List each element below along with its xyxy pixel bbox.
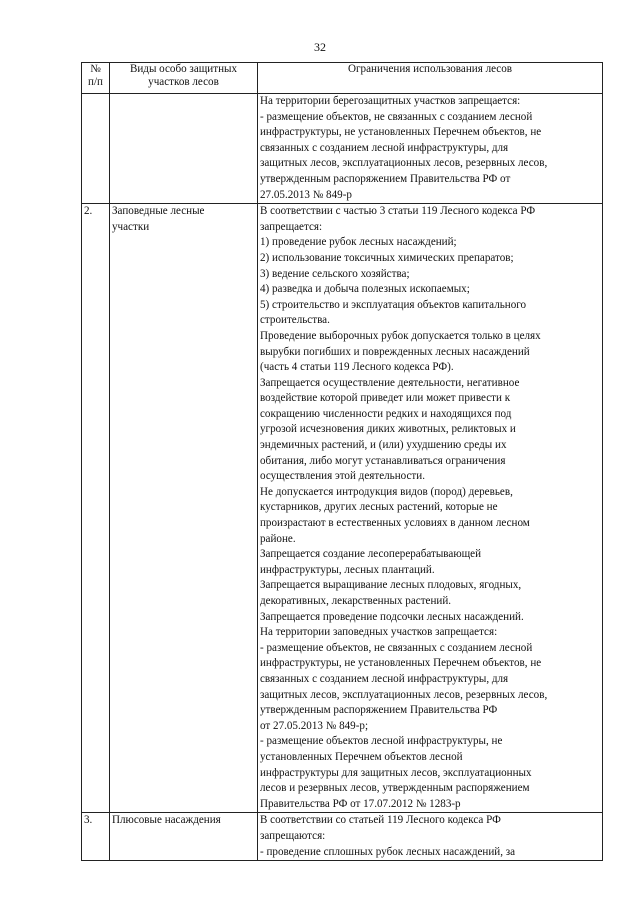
protective-area-type (110, 204, 258, 813)
restriction-line: защитных лесов, эксплуатационных лесов, резервных лесов, (260, 157, 548, 170)
table-row (82, 813, 603, 861)
restriction-line: Запрещается осуществление деятельности, негативное (260, 376, 520, 389)
area-type-line: участки (112, 220, 150, 233)
restriction-line: 5) строительство и эксплуатация объектов капитального (260, 298, 527, 311)
restriction-line: осуществления этой деятельности. (260, 470, 425, 483)
row-number: 2. (82, 204, 110, 813)
restriction-line: запрещаются: (260, 829, 326, 842)
restriction-line: В соответствии со статьей 119 Лесного кодекса РФ (260, 814, 501, 827)
restriction-line: районе. (260, 532, 296, 545)
restriction-line: Не допускается интродукция видов (пород) деревьев, (260, 485, 513, 498)
restriction-line: запрещается: (260, 220, 323, 233)
restriction-line: инфраструктуры, лесных плантаций. (260, 563, 435, 576)
restriction-line: инфраструктуры, не установленных Перечнем объектов, не (260, 657, 542, 670)
area-type-line: Плюсовые насаждения (112, 814, 221, 827)
restriction-line: эндемичных растений, и (или) ухудшению среды их (260, 439, 507, 452)
restriction-line: Запрещается выращивание лесных плодовых, ягодных, (260, 579, 522, 592)
restriction-line: утвержденным распоряжением Правительства РФ от (260, 172, 511, 185)
protective-area-type (110, 813, 258, 861)
restriction-line: Запрещается создание лесоперерабатывающей (260, 548, 482, 561)
restriction-line: Запрещается проведение подсочки лесных насаждений. (260, 610, 524, 623)
restriction-line: - проведение сплошных рубок лесных насаждений, за (260, 845, 516, 858)
restriction-line: 27.05.2013 № 849-р (260, 188, 352, 201)
header-number: № п/п (82, 63, 110, 94)
page-number: 32 (314, 40, 326, 54)
restriction-line: утвержденным распоряжением Правительства РФ (260, 704, 498, 717)
restriction-line: 4) разведка и добыча полезных ископаемых; (260, 283, 470, 296)
restriction-line: В соответствии с частью 3 статьи 119 Лесного кодекса РФ (260, 205, 536, 218)
restriction-line: Проведение выборочных рубок допускается только в целях (260, 329, 541, 342)
restriction-line: декоративных, лекарственных растений. (260, 595, 452, 607)
table-row (82, 204, 603, 813)
header-restrictions: Ограничения использования лесов (258, 63, 603, 94)
restriction-line: вырубки погибших и поврежденных лесных насаждений (260, 345, 530, 358)
restriction-line: обитания, либо могут устанавливаться ограничения (260, 454, 506, 467)
restriction-line: - размещение объектов, не связанных с созданием лесной (260, 110, 533, 123)
restrictions-table (81, 62, 603, 861)
area-type-line: Заповедные лесные (112, 205, 205, 218)
restriction-line: инфраструктуры для защитных лесов, эксплуатационных (260, 766, 532, 779)
restriction-line: (часть 4 статьи 119 Лесного кодекса РФ). (260, 361, 454, 374)
restriction-line: связанных с созданием лесной инфраструктуры, для (260, 141, 509, 154)
restriction-line: На территории берегозащитных участков запрещается: (260, 95, 521, 107)
restriction-line: кустарников, других лесных растений, которые не (260, 501, 498, 514)
restriction-line: 3) ведение сельского хозяйства; (260, 267, 410, 280)
restriction-line: угрозой исчезновения диких животных, реликтовых и (260, 423, 516, 436)
restriction-line: защитных лесов, эксплуатационных лесов, резервных лесов, (260, 688, 548, 701)
table-row (82, 94, 603, 204)
restriction-line: от 27.05.2013 № 849-р; (260, 719, 369, 732)
header-protective-types: Виды особо защитных участков лесов (110, 63, 258, 94)
restriction-line: строительства. (260, 314, 330, 327)
table-header-row (82, 63, 603, 94)
restriction-line: инфраструктуры, не установленных Перечнем объектов, не (260, 126, 542, 139)
restriction-line: воздействие которой приведет или может привести к (260, 392, 511, 405)
protective-area-type (110, 94, 258, 204)
restriction-line: 1) проведение рубок лесных насаждений; (260, 236, 457, 249)
row-number (82, 94, 110, 204)
restriction-line: - размещение объектов лесной инфраструктуры, не (260, 735, 503, 748)
restrictions-text (258, 813, 603, 861)
restriction-line: лесов и резервных лесов, утвержденным распоряжением (260, 782, 530, 795)
restrictions-text (258, 94, 603, 204)
restriction-line: связанных с созданием лесной инфраструктуры, для (260, 672, 509, 685)
restriction-line: - размещение объектов, не связанных с созданием лесной (260, 641, 533, 654)
restrictions-text (258, 204, 603, 813)
restriction-line: установленных Перечнем объектов лесной (260, 750, 463, 763)
row-number: 3. (82, 813, 110, 861)
restriction-line: сокращению численности редких и находящихся под (260, 407, 512, 420)
restriction-line: Правительства РФ от 17.07.2012 № 1283-р (260, 797, 461, 810)
restriction-line: На территории заповедных участков запрещается: (260, 626, 498, 639)
restriction-line: произрастают в естественных условиях в данном лесном (260, 517, 530, 530)
restriction-line: 2) использование токсичных химических препаратов; (260, 251, 514, 264)
